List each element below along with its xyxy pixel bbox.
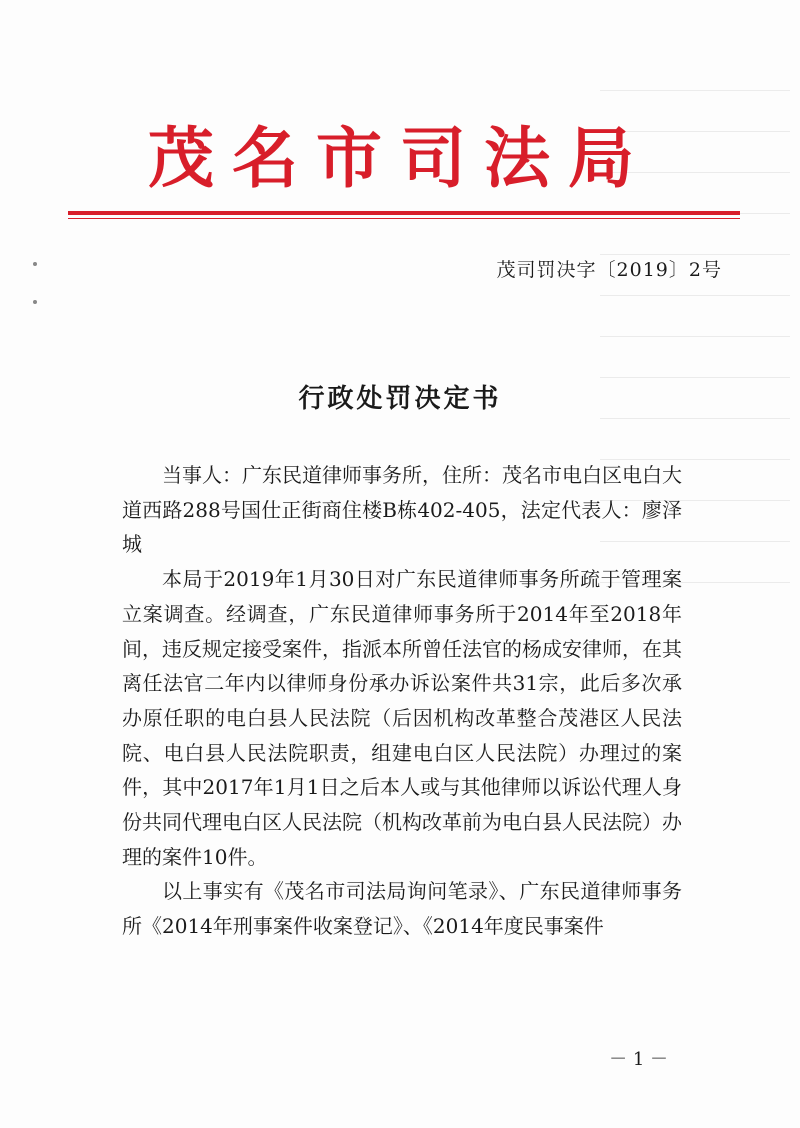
header-red-rule-thin [68, 218, 740, 219]
page-number: － 1 － [609, 1049, 668, 1070]
party-paragraph: 当事人：广东民道律师事务所，住所：茂名市电白区电白大道西路288号国仕正街商住楼B栋402-405，法定代表人：廖泽城 [122, 463, 682, 557]
document-number: 茂司罚决字〔2019〕2号 [496, 259, 722, 281]
document-title: 行政处罚决定书 [298, 384, 502, 414]
evidence-paragraph: 以上事实有《茂名市司法局询问笔录》、广东民道律师事务所《2014年刑事案件收案登记》、《2014年度民事案件 [122, 879, 682, 939]
organization-header: 茂名市司法局 [148, 119, 652, 197]
header-red-rule-thick [68, 211, 740, 215]
investigation-paragraph: 本局于2019年1月30日对广东民道律师事务所疏于管理案立案调查。经调查，广东民道律师事务所于2014年至2018年间，违反规定接受案件，指派本所曾任法官的杨成安律师，在其离任法官二年内以律师身份承办诉讼案件共31宗，此后多次承办原任职的电白县人民法院（后因机构改革整合茂港区人民法院、电白县人民法院职责，组建电白区人民法院）办理过的案件，其中2017年1月1日之后本人或与其他律师以诉讼代理人身份共同代理电白区人民法院（机构改革前为电白县人民法院）办理的案件10件。 [122, 567, 682, 869]
binding-hole-mark [33, 300, 37, 304]
binding-hole-mark [33, 262, 37, 266]
document-body [122, 458, 682, 944]
